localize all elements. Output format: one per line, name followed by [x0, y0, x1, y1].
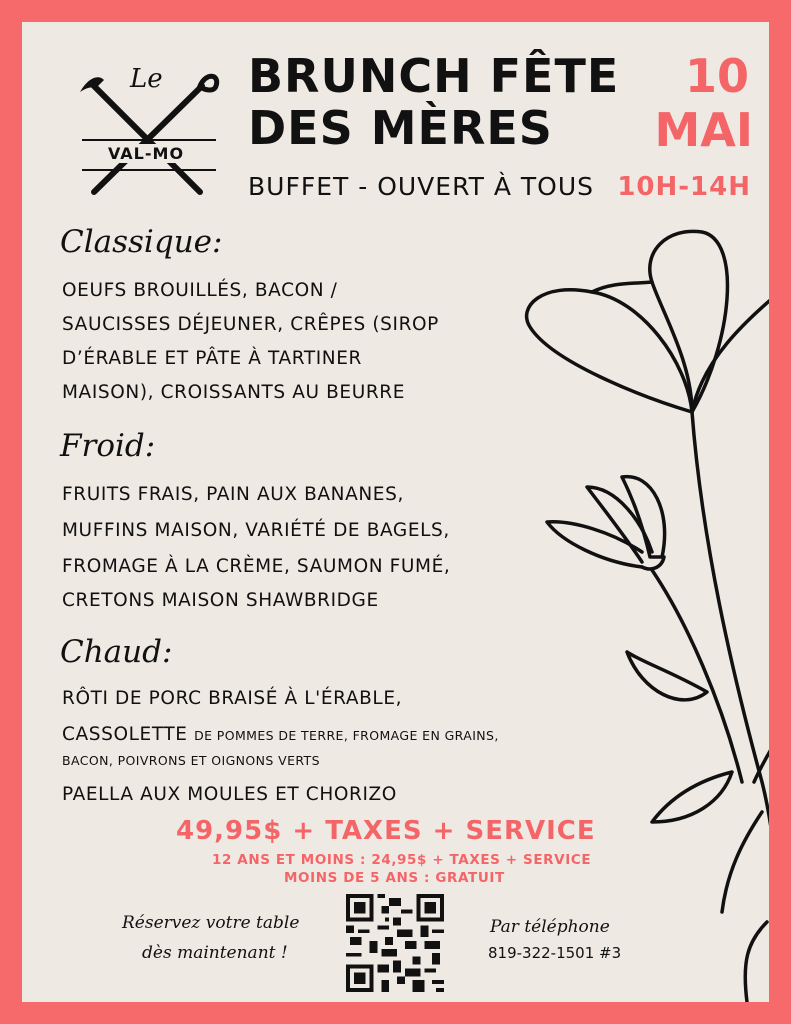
- cassolette-label: CASSOLETTE: [62, 724, 188, 745]
- price-small: MOINS DE 5 ANS : GRATUIT: [284, 870, 505, 886]
- logo-le: Le: [130, 64, 163, 94]
- line-art-flowers: [492, 222, 769, 1002]
- menu-line: PAELLA AUX MOULES ET CHORIZO: [62, 784, 397, 805]
- poster: [22, 22, 769, 1002]
- qr-code-icon[interactable]: [346, 894, 444, 992]
- phone-label: Par téléphone: [490, 917, 610, 937]
- reserve-line1: Réservez votre table: [122, 913, 300, 933]
- section-heading-classique: Classique:: [60, 224, 223, 260]
- page-subtitle: BUFFET - OUVERT À TOUS: [248, 172, 594, 201]
- event-hours: 10H-14H: [617, 172, 751, 202]
- section-heading-froid: Froid:: [60, 428, 156, 464]
- menu-line: MAISON), CROISSANTS AU BEURRE: [62, 382, 406, 403]
- phone-number[interactable]: 819-322-1501 #3: [488, 944, 622, 962]
- menu-line: RÔTI DE PORC BRAISÉ À L'ÉRABLE,: [62, 688, 403, 709]
- cassolette-detail-2: BACON, POIVRONS ET OIGNONS VERTS: [62, 753, 320, 768]
- section-heading-chaud: Chaud:: [60, 634, 173, 670]
- date-day: 10: [684, 49, 749, 103]
- menu-line: FROMAGE À LA CRÈME, SAUMON FUMÉ,: [62, 556, 451, 577]
- logo-name: VAL-MO: [102, 144, 190, 163]
- page-title-line2: DES MÈRES: [248, 101, 553, 155]
- menu-line: MUFFINS MAISON, VARIÉTÉ DE BAGELS,: [62, 520, 450, 541]
- menu-line: SAUCISSES DÉJEUNER, CRÊPES (SIROP: [62, 314, 439, 335]
- price-main: 49,95$ + TAXES + SERVICE: [176, 816, 596, 846]
- price-kids: 12 ANS ET MOINS : 24,95$ + TAXES + SERVICE: [212, 852, 592, 868]
- menu-line: OEUFS BROUILLÉS, BACON /: [62, 280, 338, 301]
- logo: [74, 48, 224, 198]
- reserve-line2: dès maintenant !: [142, 943, 288, 963]
- menu-line: CRETONS MAISON SHAWBRIDGE: [62, 590, 379, 611]
- cassolette-detail: DE POMMES DE TERRE, FROMAGE EN GRAINS,: [194, 728, 499, 743]
- date-month: MAI: [654, 103, 753, 157]
- menu-line: D’ÉRABLE ET PÂTE À TARTINER: [62, 348, 362, 369]
- menu-line: FRUITS FRAIS, PAIN AUX BANANES,: [62, 484, 404, 505]
- page-title-line1: BRUNCH FÊTE: [248, 49, 620, 103]
